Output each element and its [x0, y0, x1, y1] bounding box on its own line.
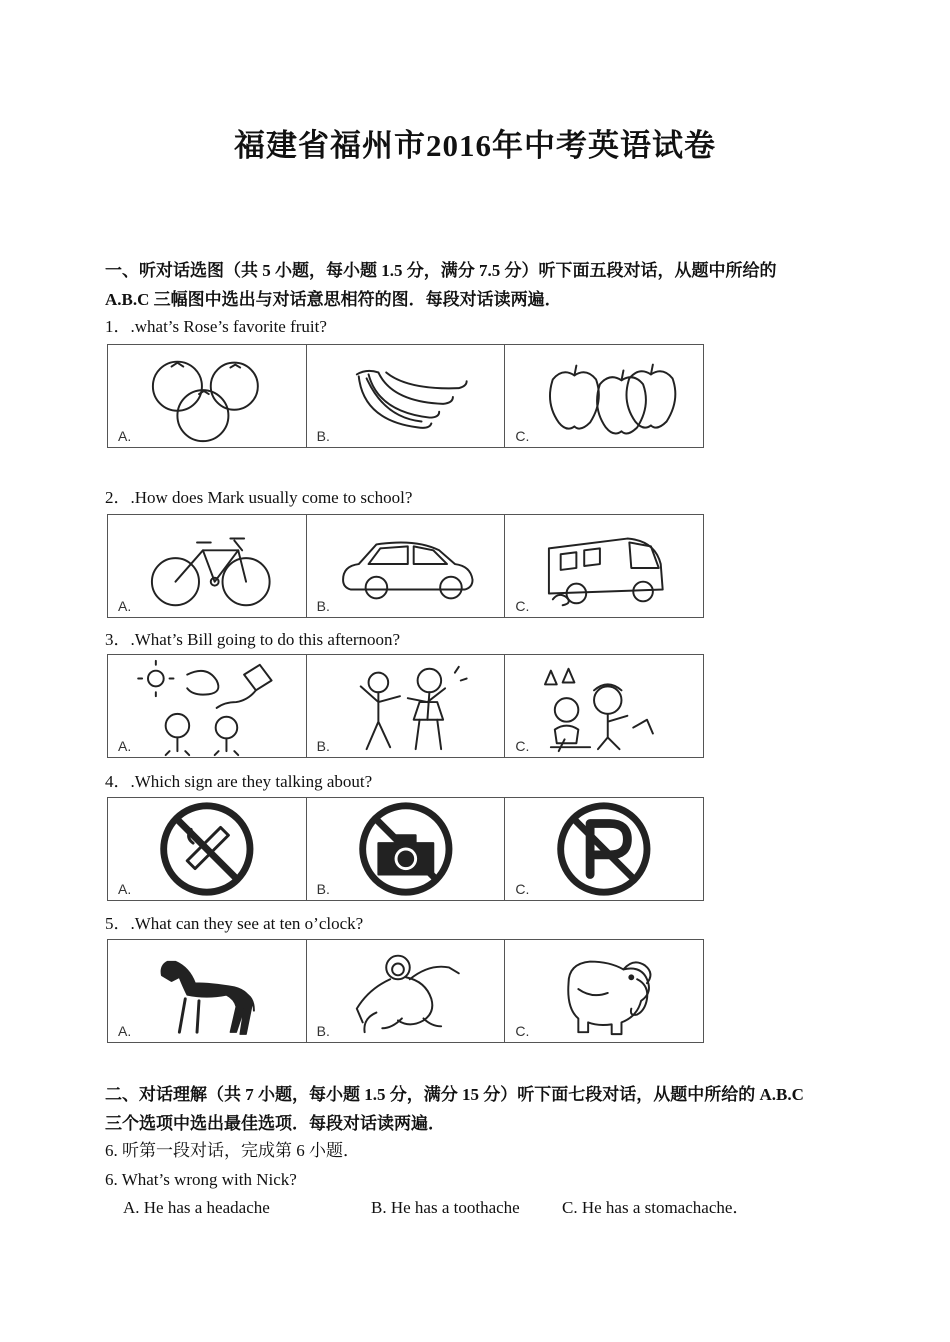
bicycle-icon: [108, 515, 306, 617]
q3-label-c: C.: [515, 738, 530, 754]
q4-option-b: [307, 798, 506, 900]
q2-option-b: [307, 515, 506, 617]
q4-label-a: A.: [118, 881, 132, 897]
q6-option-a: A. He has a headache: [123, 1198, 270, 1217]
q6-option-c: C. He has a stomachache．: [562, 1198, 750, 1217]
question-1: 1．.what’s Rose’s favorite fruit?: [105, 317, 327, 336]
question-3: 3．.What’s Bill going to do this afternoon?: [105, 630, 401, 649]
kite-flying-icon: [108, 655, 306, 757]
q5-option-c: [505, 940, 703, 1042]
question-4: 4．.Which sign are they talking about?: [105, 772, 373, 791]
question-5-pictures: [107, 939, 704, 1043]
q5-label-c: C.: [515, 1023, 530, 1039]
question-6-intro: 6. 听第一段对话，完成第 6 小题．: [105, 1141, 360, 1160]
question-2-pictures: [107, 514, 704, 618]
camping-icon: [505, 655, 703, 757]
section-1-line-2: A.B.C 三幅图中选出与对话意思相符的图．每段对话读两遍．: [105, 290, 562, 309]
page-title: 福建省福州市2016年中考英语试卷: [234, 128, 716, 163]
elephant-icon: [505, 940, 703, 1042]
question-1-pictures: [107, 344, 704, 448]
section-1-line-1: 一、听对话选图（共 5 小题，每小题 1.5 分，满分 7.5 分）听下面五段对话，从题中所给的: [105, 261, 777, 280]
q2-label-a: A.: [118, 598, 132, 614]
question-6: 6. What’s wrong with Nick?: [105, 1170, 297, 1189]
q3-label-b: B.: [316, 738, 330, 754]
no-smoking-icon: [108, 798, 306, 900]
q3-label-a: A.: [118, 738, 132, 754]
q2-option-c: [505, 515, 703, 617]
section-2-instructions: [105, 1080, 865, 1138]
q1-option-c: [505, 345, 703, 447]
q3-option-b: [307, 655, 506, 757]
q1-label-a: A.: [118, 428, 132, 444]
q4-option-c: [505, 798, 703, 900]
question-3-pictures: [107, 654, 704, 758]
section-1-instructions: [105, 256, 865, 314]
q3-option-c: [505, 655, 703, 757]
question-2: 2．.How does Mark usually come to school?: [105, 488, 413, 507]
no-photos-icon: [307, 798, 505, 900]
q5-label-b: B.: [316, 1023, 330, 1039]
q1-option-a: [108, 345, 307, 447]
q6-option-b: B. He has a toothache: [371, 1198, 520, 1217]
dancing-icon: [307, 655, 505, 757]
section-2-line-2: 三个选项中选出最佳选项．每段对话读两遍．: [105, 1114, 445, 1133]
q5-option-a: [108, 940, 307, 1042]
horse-icon: [108, 940, 306, 1042]
section-2-line-1: 二、对话理解（共 7 小题，每小题 1.5 分，满分 15 分）听下面七段对话，从题中所给的 A.B.C: [105, 1085, 804, 1104]
bananas-icon: [307, 345, 505, 447]
q1-option-b: [307, 345, 506, 447]
q1-label-b: B.: [316, 428, 330, 444]
q3-option-a: [108, 655, 307, 757]
no-parking-icon: [505, 798, 703, 900]
monkey-icon: [307, 940, 505, 1042]
q5-option-b: [307, 940, 506, 1042]
q2-label-c: C.: [515, 598, 530, 614]
question-5: 5．.What can they see at ten o’clock?: [105, 914, 364, 933]
q4-label-b: B.: [316, 881, 330, 897]
oranges-icon: [108, 345, 306, 447]
q2-option-a: [108, 515, 307, 617]
q1-label-c: C.: [515, 428, 530, 444]
bus-icon: [505, 515, 703, 617]
q5-label-a: A.: [118, 1023, 132, 1039]
question-4-pictures: [107, 797, 704, 901]
q4-label-c: C.: [515, 881, 530, 897]
q2-label-b: B.: [316, 598, 330, 614]
apples-icon: [505, 345, 703, 447]
q4-option-a: [108, 798, 307, 900]
car-icon: [307, 515, 505, 617]
